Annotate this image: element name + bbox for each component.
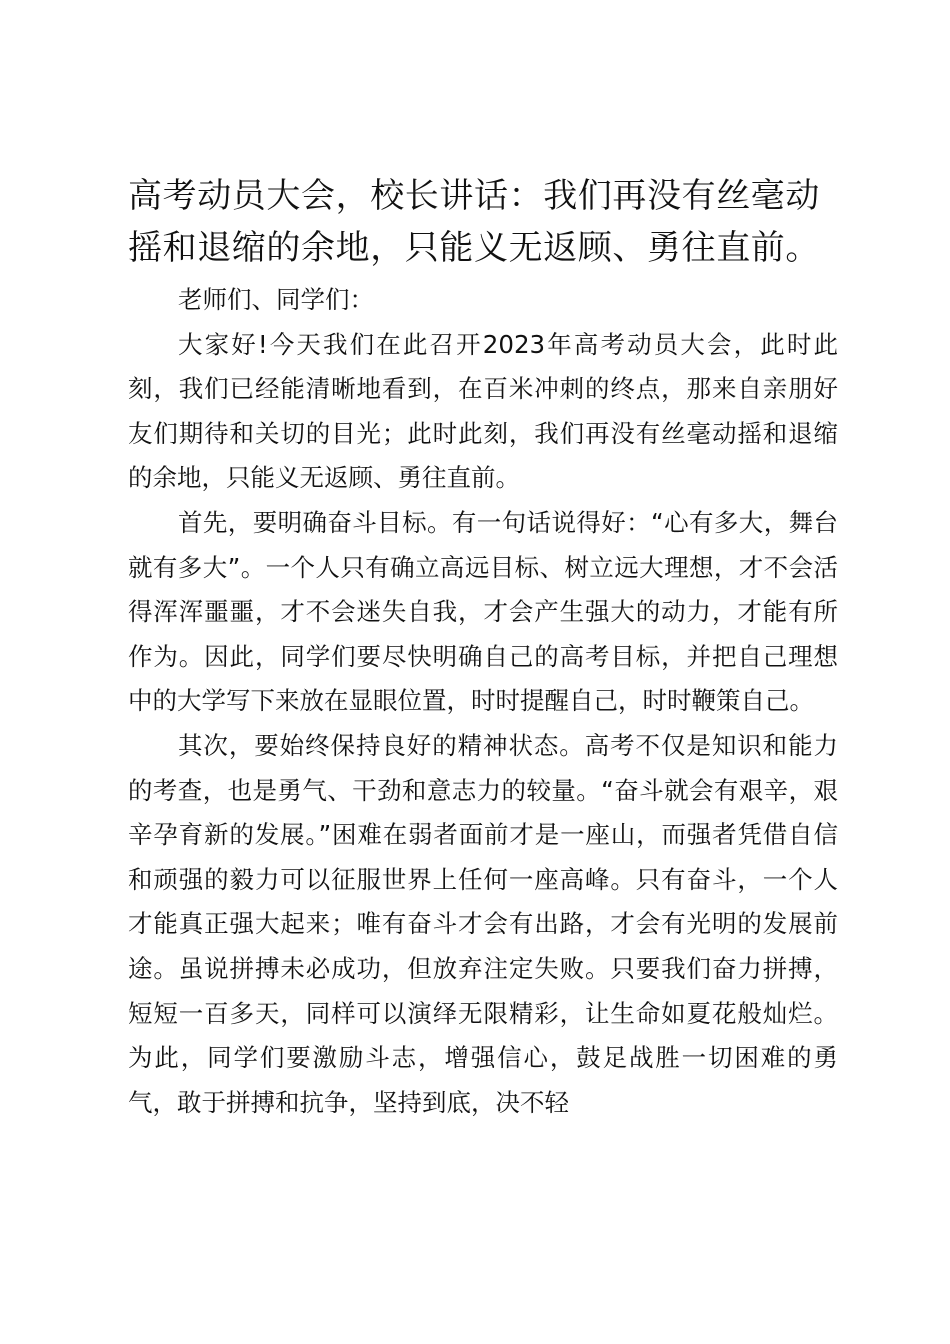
- paragraph-spirit: 其次，要始终保持良好的精神状态。高考不仅是知识和能力的考查，也是勇气、干劲和意志力的较量。“奋斗就会有艰辛，艰辛孕育新的发展。”困难在弱者面前才是一座山，而强者凭借自信和顽强的毅力可以征服世界上任何一座高峰。只有奋斗，一个人才能真正强大起来；唯有奋斗才会有出路，才会有光明的发展前途。虽说拼搏未必成功，但放弃注定失败。只要我们奋力拼搏，短短一百多天，同样可以演绎无限精彩，让生命如夏花般灿烂。为此，同学们要激励斗志，增强信心，鼓足战胜一切困难的勇气，敢于拼搏和抗争，坚持到底，决不轻: [128, 730, 838, 1117]
- paragraph-greeting: 大家好!今天我们在此召开2023年高考动员大会，此时此刻，我们已经能清晰地看到，在百米冲刺的终点，那来自亲朋好友们期待和关切的目光；此时此刻，我们再没有丝毫动摇和退缩的余地，只能义无返顾、勇往直前。: [128, 329, 838, 493]
- document-title: 高考动员大会，校长讲话：我们再没有丝毫动摇和退缩的余地，只能义无返顾、勇往直前。: [128, 176, 820, 268]
- salutation: 老师们、同学们：: [178, 285, 374, 314]
- document-body: [128, 170, 838, 1125]
- paragraph-goals: 首先，要明确奋斗目标。有一句话说得好：“心有多大，舞台就有多大”。一个人只有确立高远目标、树立远大理想，才不会活得浑浑噩噩，才不会迷失自我，才会产生强大的动力，才能有所作为。因此，同学们要尽快明确自己的高考目标，并把自己理想中的大学写下来放在显眼位置，时时提醒自己，时时鞭策自己。: [128, 507, 838, 716]
